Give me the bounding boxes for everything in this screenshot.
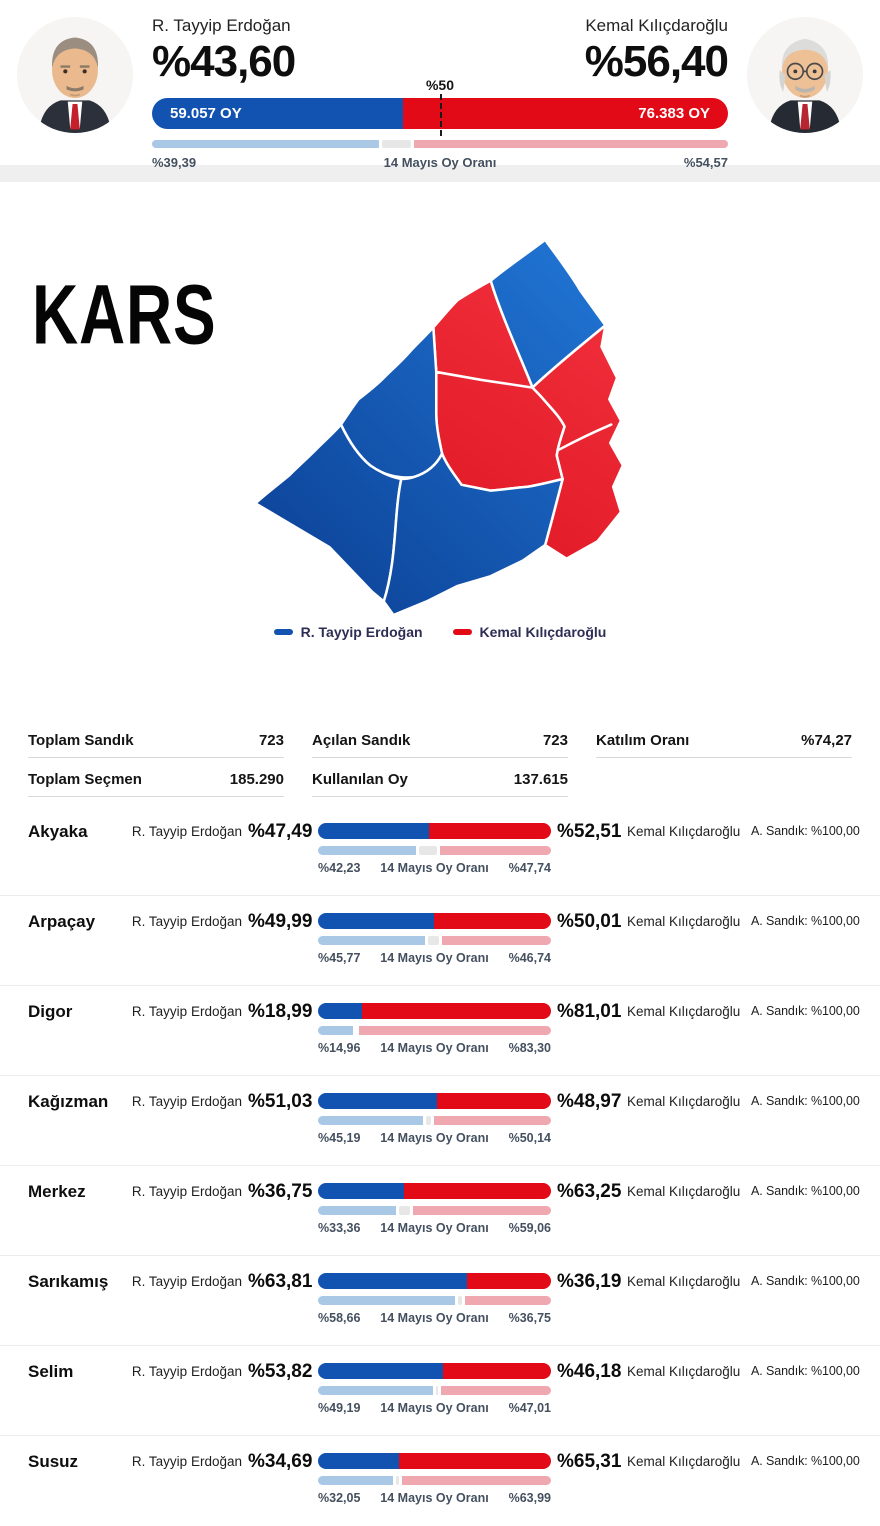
district-row bbox=[0, 1166, 880, 1256]
candidate-right-percent: %56,40 bbox=[584, 37, 728, 86]
district-previous-left-percent: %33,36 bbox=[318, 1221, 361, 1235]
district-previous-round-label: 14 Mayıs Oy Oranı bbox=[380, 1131, 489, 1145]
district-previous-kilicdaroglu-segment bbox=[465, 1296, 551, 1305]
district-previous-erdogan-segment bbox=[318, 1476, 393, 1485]
district-kilicdaroglu-segment bbox=[404, 1183, 551, 1199]
kilicdaroglu-portrait-icon bbox=[747, 17, 863, 133]
district-erdogan-segment bbox=[318, 1273, 467, 1289]
previous-kilicdaroglu-segment bbox=[414, 140, 728, 148]
fifty-percent-label: %50 bbox=[425, 77, 455, 94]
district-previous-right-percent: %83,30 bbox=[508, 1041, 551, 1055]
district-row bbox=[0, 1346, 880, 1436]
district-previous-kilicdaroglu-segment bbox=[413, 1206, 551, 1215]
district-erdogan-percent: %63,81 bbox=[248, 1271, 313, 1292]
district-result-bar bbox=[318, 1273, 551, 1289]
district-erdogan-percent: %51,03 bbox=[248, 1091, 313, 1112]
legend-kilicdaroglu-label: Kemal Kılıçdaroğlu bbox=[479, 624, 607, 640]
district-kilicdaroglu-percent: %65,31 bbox=[557, 1451, 622, 1472]
district-previous-round-label: 14 Mayıs Oy Oranı bbox=[380, 861, 489, 875]
district-kilicdaroglu-segment bbox=[362, 1003, 551, 1019]
district-previous-left-percent: %58,66 bbox=[318, 1311, 361, 1325]
district-previous-kilicdaroglu-segment bbox=[359, 1026, 551, 1035]
district-ballot-opened: A. Sandık: %100,00 bbox=[751, 1094, 860, 1108]
district-previous-round-label: 14 Mayıs Oy Oranı bbox=[380, 1491, 489, 1505]
district-kilicdaroglu-percent: %63,25 bbox=[557, 1181, 622, 1202]
district-kilicdaroglu-percent: %81,01 bbox=[557, 1001, 622, 1022]
district-row bbox=[0, 1076, 880, 1166]
district-erdogan-percent: %49,99 bbox=[248, 911, 313, 932]
district-previous-erdogan-segment bbox=[318, 1386, 433, 1395]
district-erdogan-label: R. Tayyip Erdoğan bbox=[131, 1274, 242, 1289]
district-bar-zone bbox=[318, 1273, 551, 1325]
district-previous-right-percent: %46,74 bbox=[508, 951, 551, 965]
district-ballot-opened: A. Sandık: %100,00 bbox=[751, 1184, 860, 1198]
district-row bbox=[0, 986, 880, 1076]
district-erdogan-segment bbox=[318, 1363, 443, 1379]
district-bar-zone bbox=[318, 1003, 551, 1055]
district-previous-erdogan-segment bbox=[318, 1206, 396, 1215]
district-row bbox=[0, 896, 880, 986]
district-kilicdaroglu-label: Kemal Kılıçdaroğlu bbox=[627, 1274, 741, 1289]
district-previous-right-percent: %36,75 bbox=[508, 1311, 551, 1325]
district-previous-erdogan-segment bbox=[318, 1296, 455, 1305]
district-erdogan-percent: %34,69 bbox=[248, 1451, 313, 1472]
stat-label: Toplam Seçmen bbox=[28, 771, 142, 788]
district-previous-right-percent: %47,74 bbox=[508, 861, 551, 875]
stat-value: 723 bbox=[542, 732, 568, 749]
district-previous-bar bbox=[318, 1116, 551, 1125]
district-kilicdaroglu-percent: %52,51 bbox=[557, 821, 622, 842]
legend-kilicdaroglu bbox=[453, 624, 607, 640]
previous-gap-segment bbox=[382, 140, 411, 148]
district-kilicdaroglu-percent: %46,18 bbox=[557, 1361, 622, 1382]
district-erdogan-percent: %36,75 bbox=[248, 1181, 313, 1202]
district-kilicdaroglu-segment bbox=[399, 1453, 551, 1469]
district-kilicdaroglu-segment bbox=[437, 1093, 551, 1109]
erdogan-portrait-icon bbox=[17, 17, 133, 133]
district-previous-gap bbox=[419, 846, 436, 855]
stat-katilim-orani bbox=[596, 732, 852, 758]
district-previous-kilicdaroglu-segment bbox=[442, 936, 551, 945]
district-erdogan-percent: %47,49 bbox=[248, 821, 313, 842]
legend-erdogan-label: R. Tayyip Erdoğan bbox=[300, 624, 423, 640]
district-erdogan-segment bbox=[318, 1003, 362, 1019]
map-legend bbox=[0, 624, 880, 640]
district-bar-zone bbox=[318, 823, 551, 875]
district-name: Merkez bbox=[28, 1182, 86, 1201]
district-kilicdaroglu-segment bbox=[443, 1363, 551, 1379]
district-kilicdaroglu-label: Kemal Kılıçdaroğlu bbox=[627, 824, 741, 839]
district-name: Sarıkamış bbox=[28, 1272, 109, 1291]
district-row bbox=[0, 1436, 880, 1526]
district-kilicdaroglu-percent: %48,97 bbox=[557, 1091, 622, 1112]
district-name: Arpaçay bbox=[28, 912, 96, 931]
district-previous-gap bbox=[396, 1476, 399, 1485]
district-erdogan-label: R. Tayyip Erdoğan bbox=[131, 1004, 242, 1019]
district-ballot-opened: A. Sandık: %100,00 bbox=[751, 1004, 860, 1018]
erdogan-votes: 59.057 OY bbox=[170, 105, 242, 123]
kilicdaroglu-bar-segment bbox=[403, 98, 728, 129]
district-ballot-opened: A. Sandık: %100,00 bbox=[751, 1454, 860, 1468]
district-previous-round-label: 14 Mayıs Oy Oranı bbox=[380, 1041, 489, 1055]
district-name: Akyaka bbox=[28, 822, 88, 841]
stat-kullanilan-oy bbox=[312, 771, 568, 797]
district-previous-kilicdaroglu-segment bbox=[434, 1116, 551, 1125]
district-previous-round-label: 14 Mayıs Oy Oranı bbox=[380, 1221, 489, 1235]
kilicdaroglu-color-dash-icon bbox=[453, 629, 472, 635]
district-kilicdaroglu-label: Kemal Kılıçdaroğlu bbox=[627, 1094, 741, 1109]
district-previous-bar bbox=[318, 936, 551, 945]
district-erdogan-label: R. Tayyip Erdoğan bbox=[131, 914, 242, 929]
district-previous-erdogan-segment bbox=[318, 1116, 423, 1125]
stat-acilan-sandik bbox=[312, 732, 568, 758]
candidate-left-percent: %43,60 bbox=[152, 37, 296, 86]
district-previous-gap bbox=[436, 1386, 439, 1395]
district-name: Kağızman bbox=[28, 1092, 109, 1111]
candidate-right-name: Kemal Kılıçdaroğlu bbox=[585, 16, 728, 35]
district-erdogan-segment bbox=[318, 1453, 399, 1469]
erdogan-bar-segment bbox=[152, 98, 403, 129]
district-previous-erdogan-segment bbox=[318, 1026, 353, 1035]
district-erdogan-segment bbox=[318, 1183, 404, 1199]
kars-district-map bbox=[236, 234, 644, 618]
district-result-bar bbox=[318, 1363, 551, 1379]
district-ballot-opened: A. Sandık: %100,00 bbox=[751, 1274, 860, 1288]
province-stats bbox=[0, 732, 880, 797]
district-kilicdaroglu-percent: %50,01 bbox=[557, 911, 622, 932]
district-erdogan-label: R. Tayyip Erdoğan bbox=[131, 1094, 242, 1109]
district-kilicdaroglu-label: Kemal Kılıçdaroğlu bbox=[627, 1364, 741, 1379]
kilicdaroglu-photo bbox=[747, 17, 863, 133]
stat-label: Toplam Sandık bbox=[28, 732, 134, 749]
district-kilicdaroglu-percent: %36,19 bbox=[557, 1271, 622, 1292]
district-result-bar bbox=[318, 1183, 551, 1199]
province-summary bbox=[152, 16, 728, 170]
district-erdogan-segment bbox=[318, 913, 434, 929]
district-bar-zone bbox=[318, 1093, 551, 1145]
district-previous-kilicdaroglu-segment bbox=[402, 1476, 551, 1485]
district-previous-round-label: 14 Mayıs Oy Oranı bbox=[380, 1311, 489, 1325]
erdogan-color-dash-icon bbox=[274, 629, 293, 635]
district-erdogan-label: R. Tayyip Erdoğan bbox=[131, 1364, 242, 1379]
district-bar-zone bbox=[318, 1453, 551, 1505]
district-previous-round-label: 14 Mayıs Oy Oranı bbox=[380, 951, 489, 965]
legend-erdogan bbox=[274, 624, 423, 640]
stat-label: Kullanılan Oy bbox=[312, 771, 408, 788]
district-name: Susuz bbox=[28, 1452, 79, 1471]
district-previous-bar bbox=[318, 1206, 551, 1215]
erdogan-photo bbox=[17, 17, 133, 133]
district-kilicdaroglu-segment bbox=[467, 1273, 551, 1289]
district-result-bar bbox=[318, 913, 551, 929]
district-previous-right-percent: %63,99 bbox=[508, 1491, 551, 1505]
district-previous-left-percent: %45,77 bbox=[318, 951, 361, 965]
district-previous-right-percent: %47,01 bbox=[508, 1401, 551, 1415]
district-ballot-opened: A. Sandık: %100,00 bbox=[751, 824, 860, 838]
previous-erdogan-segment bbox=[152, 140, 379, 148]
district-bar-zone bbox=[318, 913, 551, 965]
district-previous-left-percent: %32,05 bbox=[318, 1491, 361, 1505]
district-kilicdaroglu-label: Kemal Kılıçdaroğlu bbox=[627, 1184, 741, 1199]
district-previous-bar bbox=[318, 1296, 551, 1305]
district-previous-left-percent: %42,23 bbox=[318, 861, 361, 875]
kilicdaroglu-votes: 76.383 OY bbox=[638, 105, 710, 123]
district-erdogan-label: R. Tayyip Erdoğan bbox=[131, 1454, 242, 1469]
stat-toplam-secmen bbox=[28, 771, 284, 797]
district-previous-bar bbox=[318, 1026, 551, 1035]
district-name: Selim bbox=[28, 1362, 74, 1381]
province-title: KARS bbox=[32, 266, 217, 362]
district-erdogan-segment bbox=[318, 1093, 437, 1109]
district-previous-bar bbox=[318, 1476, 551, 1485]
district-bar-zone bbox=[318, 1363, 551, 1415]
district-list bbox=[0, 806, 880, 1526]
stat-toplam-sandik bbox=[28, 732, 284, 758]
district-kilicdaroglu-label: Kemal Kılıçdaroğlu bbox=[627, 914, 741, 929]
district-previous-right-percent: %59,06 bbox=[508, 1221, 551, 1235]
district-previous-bar bbox=[318, 846, 551, 855]
district-previous-left-percent: %14,96 bbox=[318, 1041, 361, 1055]
district-previous-round-label: 14 Mayıs Oy Oranı bbox=[380, 1401, 489, 1415]
district-erdogan-percent: %18,99 bbox=[248, 1001, 313, 1022]
stat-label: Açılan Sandık bbox=[312, 732, 411, 749]
district-erdogan-label: R. Tayyip Erdoğan bbox=[131, 824, 242, 839]
results-header bbox=[0, 0, 880, 171]
stat-label: Katılım Oranı bbox=[596, 732, 690, 749]
district-row bbox=[0, 806, 880, 896]
map-section bbox=[0, 234, 880, 714]
district-previous-erdogan-segment bbox=[318, 846, 416, 855]
district-kilicdaroglu-label: Kemal Kılıçdaroğlu bbox=[627, 1004, 741, 1019]
stat-spacer bbox=[596, 771, 852, 797]
stat-value: %74,27 bbox=[801, 732, 852, 749]
district-result-bar bbox=[318, 1453, 551, 1469]
district-previous-left-percent: %45,19 bbox=[318, 1131, 361, 1145]
stat-value: 185.290 bbox=[229, 771, 284, 788]
fifty-percent-dashed-line bbox=[440, 94, 442, 136]
district-kilicdaroglu-segment bbox=[429, 823, 551, 839]
candidate-left-name: R. Tayyip Erdoğan bbox=[152, 16, 291, 35]
district-previous-gap bbox=[428, 936, 439, 945]
district-previous-kilicdaroglu-segment bbox=[440, 846, 551, 855]
district-previous-bar bbox=[318, 1386, 551, 1395]
previous-round-label: 14 Mayıs Oy Oranı bbox=[383, 155, 497, 171]
district-ballot-opened: A. Sandık: %100,00 bbox=[751, 1364, 860, 1378]
previous-right-percent: %54,57 bbox=[683, 155, 728, 171]
stat-value: 137.615 bbox=[513, 771, 568, 788]
stat-value: 723 bbox=[258, 732, 284, 749]
district-result-bar bbox=[318, 1003, 551, 1019]
district-result-bar bbox=[318, 1093, 551, 1109]
district-name: Digor bbox=[28, 1002, 73, 1021]
previous-round-bar bbox=[152, 140, 728, 148]
district-row bbox=[0, 1256, 880, 1346]
district-kilicdaroglu-label: Kemal Kılıçdaroğlu bbox=[627, 1454, 741, 1469]
district-previous-gap bbox=[426, 1116, 431, 1125]
district-previous-erdogan-segment bbox=[318, 936, 425, 945]
district-previous-gap bbox=[458, 1296, 463, 1305]
district-previous-left-percent: %49,19 bbox=[318, 1401, 361, 1415]
district-previous-right-percent: %50,14 bbox=[508, 1131, 551, 1145]
district-kilicdaroglu-segment bbox=[434, 913, 551, 929]
district-result-bar bbox=[318, 823, 551, 839]
district-previous-kilicdaroglu-segment bbox=[441, 1386, 551, 1395]
district-erdogan-segment bbox=[318, 823, 429, 839]
district-erdogan-label: R. Tayyip Erdoğan bbox=[131, 1184, 242, 1199]
previous-left-percent: %39,39 bbox=[152, 155, 197, 171]
district-bar-zone bbox=[318, 1183, 551, 1235]
district-previous-gap bbox=[399, 1206, 411, 1215]
district-erdogan-percent: %53,82 bbox=[248, 1361, 313, 1382]
district-ballot-opened: A. Sandık: %100,00 bbox=[751, 914, 860, 928]
